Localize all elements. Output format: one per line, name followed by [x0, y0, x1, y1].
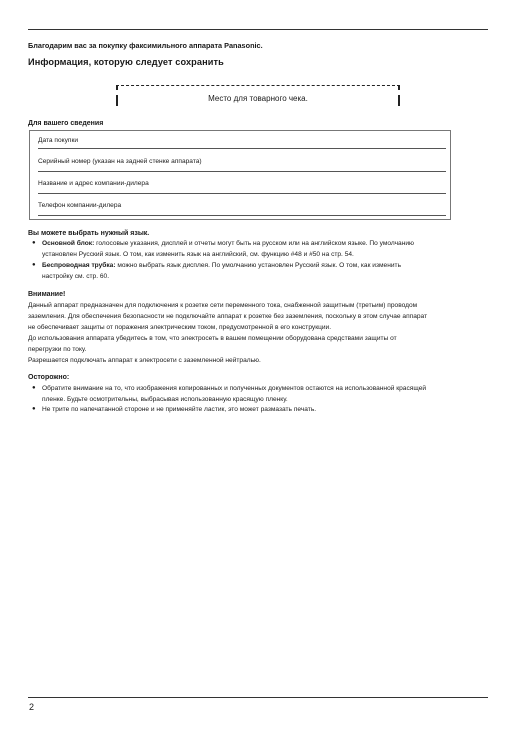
info-row-dealer-phone — [38, 202, 446, 216]
language-item-handset — [42, 260, 492, 282]
receipt-label: Место для товарного чека. — [208, 94, 308, 103]
info-row-dealer-address — [38, 180, 446, 194]
language-item-label: Беспроводная трубка: — [42, 262, 116, 269]
attention-body — [28, 300, 493, 366]
language-item-text: голосовые указания, дисплей и отчеты могут быть на русском или на английском языке. По умолчанию — [96, 240, 414, 247]
attention-line: Разрешается подключать аппарат к электросети с заземленной нейтралью. — [28, 357, 261, 364]
receipt-corner-left — [116, 85, 118, 90]
info-row-label: Название и адрес компании-дилера — [38, 180, 149, 187]
bullet-icon: ● — [32, 406, 36, 412]
attention-line: Данный аппарат предназначен для подключения к розетке сети переменного тока, снабженной защитным (третьим) проводом — [28, 302, 418, 309]
language-item-line — [42, 260, 492, 271]
caution-item-text: Обратите внимание на то, что изображения копированных и полученных документов остаются на использованной красящей — [42, 385, 427, 392]
language-item-base — [42, 238, 492, 260]
caution-item-text: Не трите по напечатанной стороне и не применяйте ластик, это может размазать печать. — [42, 406, 317, 413]
attention-line: заземления. Для обеспечения безопасности не подключайте аппарат к розетке без заземления, поскольку в этом случае аппарат — [28, 313, 428, 320]
info-row-serial — [38, 158, 446, 172]
thanks-text: Благодарим вас за покупку факсимильного аппарата Panasonic. — [28, 41, 263, 50]
receipt-placeholder — [116, 85, 400, 107]
bullet-icon: ● — [32, 385, 36, 391]
caution-item-eraser — [42, 404, 492, 415]
info-row-label: Дата покупки — [38, 137, 79, 144]
info-row-label: Серийный номер (указан на задней стенке аппарата) — [38, 158, 202, 165]
caution-item-ribbon — [42, 383, 492, 405]
receipt-corner-right — [398, 85, 400, 90]
receipt-dashed-border — [116, 85, 400, 86]
page-number: 2 — [29, 702, 35, 712]
language-item-text: установлен Русский язык. О том, как изменить язык на английский, см. функцию #48 и #50 на стр. 54. — [42, 251, 354, 258]
attention-title: Внимание! — [28, 291, 66, 298]
top-rule — [28, 29, 488, 30]
bottom-rule — [28, 697, 488, 698]
info-row-label: Телефон компании-дилера — [38, 202, 122, 209]
language-item-text: можно выбрать язык дисплея. По умолчанию установлен Русский язык. О том, как изменить — [117, 262, 401, 269]
attention-line: перегрузки по току. — [28, 346, 87, 353]
language-title: Вы можете выбрать нужный язык. — [28, 230, 150, 237]
page-title: Информация, которую следует сохранить — [28, 57, 224, 67]
info-title: Для вашего сведения — [28, 120, 104, 127]
caution-title: Осторожно: — [28, 374, 70, 381]
language-item-label: Основной блок: — [42, 240, 95, 247]
attention-line: До использования аппарата убедитесь в том, что электросеть в вашем помещении оборудована средствами защиты от — [28, 335, 397, 342]
language-item-text: настройку см. стр. 60. — [42, 273, 110, 280]
bullet-icon: ● — [32, 262, 36, 268]
info-box — [29, 130, 451, 220]
info-row-purchase-date — [38, 137, 446, 149]
caution-item-text: пленке. Будьте осмотрительны, выбрасывая использованную красящую пленку. — [42, 396, 288, 403]
language-item-line — [42, 238, 492, 249]
attention-line: не обеспечивает защиты от поражения электрическим током, предусмотренной в его конструкции. — [28, 324, 332, 331]
bullet-icon: ● — [32, 240, 36, 246]
